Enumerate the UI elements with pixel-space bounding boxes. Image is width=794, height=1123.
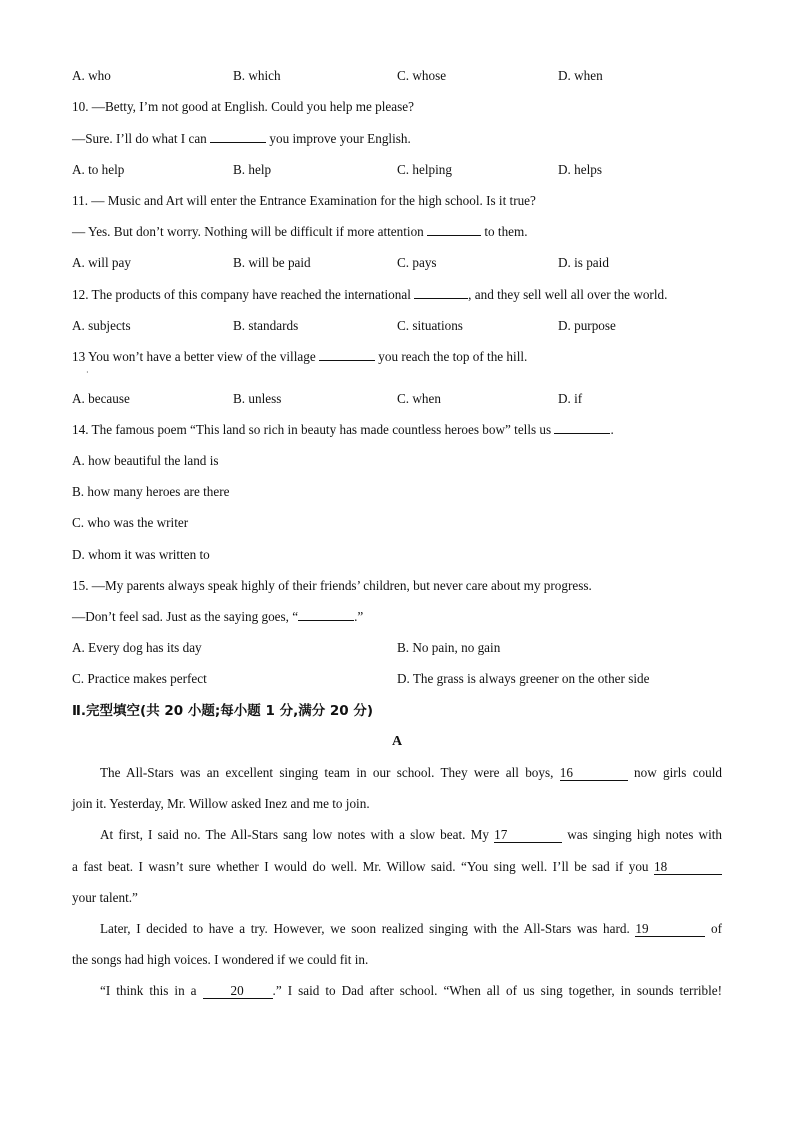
q13-line-post: you reach the top of the hill. bbox=[378, 349, 528, 364]
q10-line1: 10. —Betty, I’m not good at English. Could you help me please? bbox=[72, 99, 414, 114]
q10-option-a: A. to help bbox=[72, 162, 125, 177]
q10-option-b: B. help bbox=[233, 162, 272, 177]
passage-line: join it. Yesterday, Mr. Willow asked Inez and me to join. bbox=[72, 796, 370, 811]
q11-line2 bbox=[72, 224, 528, 240]
answer-blank bbox=[319, 360, 375, 361]
q9-option-c: C. whose bbox=[397, 68, 447, 83]
passage-text: At first, I said no. The All-Stars sang low notes with a slow beat. My bbox=[100, 827, 489, 842]
answer-blank-19: 19 bbox=[635, 922, 705, 937]
q13-option-c: C. when bbox=[397, 391, 441, 406]
answer-blank bbox=[414, 298, 468, 299]
stray-dot: · bbox=[86, 368, 89, 377]
q13-line-pre: 13 You won’t have a better view of the village bbox=[72, 349, 316, 364]
q14-option-a: A. how beautiful the land is bbox=[72, 453, 219, 468]
q12-option-b: B. standards bbox=[233, 318, 299, 333]
q14-option-d: D. whom it was written to bbox=[72, 547, 210, 562]
q14-line-post: . bbox=[610, 422, 614, 437]
q15-option-d: D. The grass is always greener on the other side bbox=[397, 671, 650, 686]
q9-option-b: B. which bbox=[233, 68, 281, 83]
passage-line: the songs had high voices. I wondered if we could fit in. bbox=[72, 952, 369, 967]
q11-line1: 11. — Music and Art will enter the Entrance Examination for the high school. Is it true? bbox=[72, 193, 536, 208]
q11-option-a: A. will pay bbox=[72, 255, 131, 270]
q10-line2 bbox=[72, 131, 411, 147]
q10-option-c: C. helping bbox=[397, 162, 452, 177]
q10-option-d: D. helps bbox=[558, 162, 602, 177]
passage-line bbox=[72, 983, 722, 999]
q15-option-a: A. Every dog has its day bbox=[72, 640, 202, 655]
answer-blank-20: 20 bbox=[203, 984, 273, 999]
section-title: Ⅱ.完型填空(共 20 小题;每小题 1 分,满分 20 分) bbox=[72, 703, 374, 719]
passage-line bbox=[100, 765, 722, 781]
q10-line2-pre: —Sure. I’ll do what I can bbox=[72, 131, 207, 146]
answer-blank bbox=[298, 620, 354, 621]
q14-line-pre: 14. The famous poem “This land so rich in beauty has made countless heroes bow” tells us bbox=[72, 422, 552, 437]
q9-option-d: D. when bbox=[558, 68, 603, 83]
passage-text: Later, I decided to have a try. However, we soon realized singing with the All-Stars was hard. bbox=[100, 921, 630, 936]
q10-line2-post: you improve your English. bbox=[269, 131, 411, 146]
passage-line bbox=[100, 827, 722, 843]
q12-option-d: D. purpose bbox=[558, 318, 616, 333]
q13-option-a: A. because bbox=[72, 391, 130, 406]
answer-blank bbox=[210, 142, 266, 143]
q11-line2-post: to them. bbox=[484, 224, 528, 239]
passage-line: your talent.” bbox=[72, 890, 138, 905]
q14-line bbox=[72, 422, 614, 438]
q13-option-d: D. if bbox=[558, 391, 583, 406]
answer-blank bbox=[554, 433, 610, 434]
q11-option-c: C. pays bbox=[397, 255, 437, 270]
q15-line2-post: .” bbox=[354, 609, 364, 624]
q13-option-b: B. unless bbox=[233, 391, 282, 406]
passage-line bbox=[100, 921, 722, 937]
answer-blank-17: 17 bbox=[494, 828, 562, 843]
q12-option-c: C. situations bbox=[397, 318, 463, 333]
passage-label: A bbox=[391, 734, 403, 749]
passage-text: was singing high notes with bbox=[567, 827, 723, 842]
q12-line-pre: 12. The products of this company have reached the international bbox=[72, 287, 411, 302]
passage-text: The All-Stars was an excellent singing team in our school. They were all boys, bbox=[100, 765, 554, 780]
passage-text: now girls could bbox=[634, 765, 723, 780]
answer-blank-18: 18 bbox=[654, 860, 722, 875]
q9-option-a: A. who bbox=[72, 68, 111, 83]
q11-option-b: B. will be paid bbox=[233, 255, 311, 270]
q12-option-a: A. subjects bbox=[72, 318, 131, 333]
q12-line-post: , and they sell well all over the world. bbox=[468, 287, 668, 302]
q12-line bbox=[72, 287, 667, 303]
q15-line1: 15. —My parents always speak highly of their friends’ children, but never care about my progress. bbox=[72, 578, 592, 593]
passage-text: “I think this in a bbox=[100, 983, 197, 998]
q15-line2-pre: —Don’t feel sad. Just as the saying goes, “ bbox=[72, 609, 299, 624]
q11-option-d: D. is paid bbox=[558, 255, 609, 270]
passage-text: a fast beat. I wasn’t sure whether I would do well. Mr. Willow said. “You sing well. I’ll be sad if you bbox=[72, 859, 649, 874]
passage-text: .” I said to Dad after school. “When all of us sing together, in sounds terrible! bbox=[272, 983, 723, 998]
q15-option-c: C. Practice makes perfect bbox=[72, 671, 207, 686]
q14-option-c: C. who was the writer bbox=[72, 515, 189, 530]
q14-option-b: B. how many heroes are there bbox=[72, 484, 230, 499]
q13-line bbox=[72, 349, 527, 365]
q11-line2-pre: — Yes. But don’t worry. Nothing will be difficult if more attention bbox=[72, 224, 424, 239]
answer-blank bbox=[427, 235, 481, 236]
answer-blank-16: 16 bbox=[560, 766, 628, 781]
passage-text: of bbox=[711, 921, 723, 936]
q15-line2 bbox=[72, 609, 363, 625]
passage-line bbox=[72, 859, 722, 875]
q15-option-b: B. No pain, no gain bbox=[397, 640, 501, 655]
